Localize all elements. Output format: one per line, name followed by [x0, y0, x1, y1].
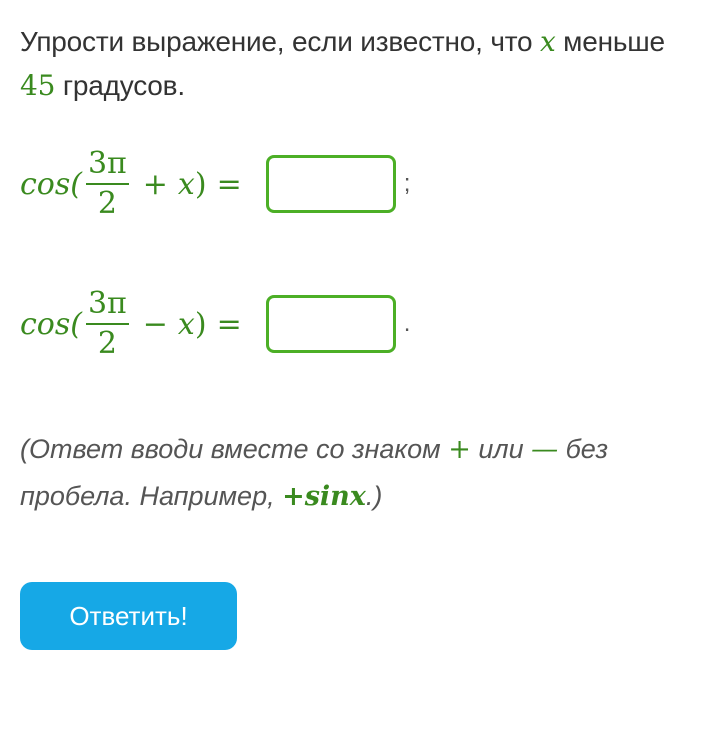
example-expression: +sinx — [282, 481, 366, 512]
fraction-denominator: 2 — [97, 326, 117, 361]
variable: x — [177, 166, 195, 202]
equals-sign: = — [216, 166, 242, 202]
answer-input-2[interactable] — [266, 295, 396, 353]
equation-1 — [20, 148, 410, 220]
function-name: cos( — [20, 166, 82, 202]
equals-sign: = — [216, 306, 242, 342]
fraction-numerator: 3π — [86, 288, 129, 325]
task-text — [20, 20, 692, 108]
hint-part: .) — [365, 481, 383, 511]
operator: + — [142, 166, 168, 202]
function-name: cos( — [20, 306, 82, 342]
equation-2 — [20, 288, 410, 360]
task-text-part: меньше — [555, 26, 665, 57]
separator: ; — [403, 170, 411, 197]
answer-input-1[interactable] — [266, 155, 396, 213]
variable: x — [177, 306, 195, 342]
task-variable: x — [539, 25, 556, 58]
fraction — [86, 148, 129, 220]
hint-part: (Ответ вводи вместе со знаком — [20, 434, 449, 464]
hint-text — [20, 426, 692, 520]
fraction — [86, 288, 129, 360]
task-number: 45 — [20, 69, 56, 102]
plus-sign: + — [448, 434, 471, 465]
hint-part: или — [470, 434, 532, 464]
close-paren: ) — [194, 166, 207, 202]
submit-button[interactable]: Ответить! — [20, 582, 237, 650]
minus-sign: — — [531, 434, 559, 465]
task-text-part: Упрости выражение, если известно, что — [20, 26, 540, 57]
operator: − — [142, 306, 168, 342]
separator: . — [403, 310, 411, 337]
fraction-numerator: 3π — [86, 148, 129, 185]
close-paren: ) — [194, 306, 207, 342]
fraction-denominator: 2 — [97, 186, 117, 221]
task-text-part: градусов. — [55, 70, 185, 101]
hint-part: без пробела. Например, — [20, 434, 609, 511]
